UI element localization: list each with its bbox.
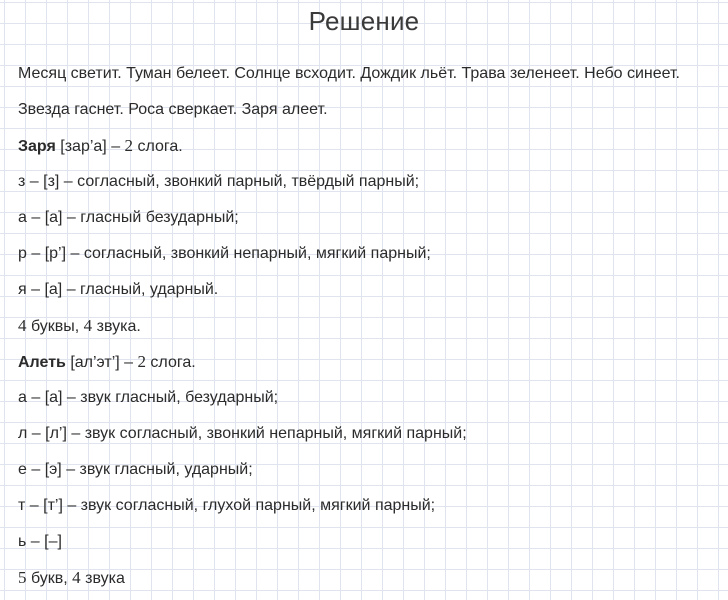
sounds-label: звука. xyxy=(92,318,141,335)
letters-label: буквы, xyxy=(26,318,84,335)
page-title: Решение xyxy=(308,6,420,36)
sounds-count: 4 xyxy=(72,568,81,587)
sound-line: я – [а] – гласный, ударный. xyxy=(18,281,219,298)
sounds-label: звука xyxy=(80,570,125,587)
sound-line: а – [а] – гласный безударный; xyxy=(18,209,239,226)
letters-sounds-summary xyxy=(18,308,718,344)
sounds-count: 4 xyxy=(83,316,93,335)
letters-count: 4 xyxy=(18,316,27,335)
syllable-label: слога. xyxy=(145,354,196,371)
word-heading-alet xyxy=(18,344,718,380)
intro-text: Месяц светит. Туман белеет. Солнце всходит. Дождик льёт. Трава зеленеет. Небо синеет. Звезда гаснет. Роса сверкает. Заря алеет. xyxy=(18,65,680,118)
word-heading-zarya xyxy=(18,128,718,164)
transcription: [ал’эт’] – xyxy=(65,354,138,371)
syllable-count: 2 xyxy=(137,352,146,371)
sound-line: р – [р’] – согласный, звонкий непарный, мягкий парный; xyxy=(18,245,431,262)
sound-line: ь – [–] xyxy=(18,533,62,550)
sound-line: а – [а] – звук гласный, безударный; xyxy=(18,389,279,406)
sound-line: е – [э] – звук гласный, ударный; xyxy=(18,461,253,478)
syllable-count: 2 xyxy=(124,136,134,155)
sound-line: л – [л’] – звук согласный, звонкий непарный, мягкий парный; xyxy=(18,425,467,442)
letters-label: букв, xyxy=(26,570,73,587)
sound-line: т – [т’] – звук согласный, глухой парный, мягкий парный; xyxy=(18,497,436,514)
letters-sounds-summary xyxy=(18,560,718,596)
letters-count: 5 xyxy=(18,568,27,587)
analyzed-word: Алеть xyxy=(18,354,66,371)
solution-content xyxy=(18,56,718,596)
analyzed-word: Заря xyxy=(18,138,56,155)
sound-line: з – [з] – согласный, звонкий парный, твёрдый парный; xyxy=(18,173,420,190)
syllable-label: слога. xyxy=(133,138,183,155)
transcription: [зар’а] – xyxy=(55,138,125,155)
